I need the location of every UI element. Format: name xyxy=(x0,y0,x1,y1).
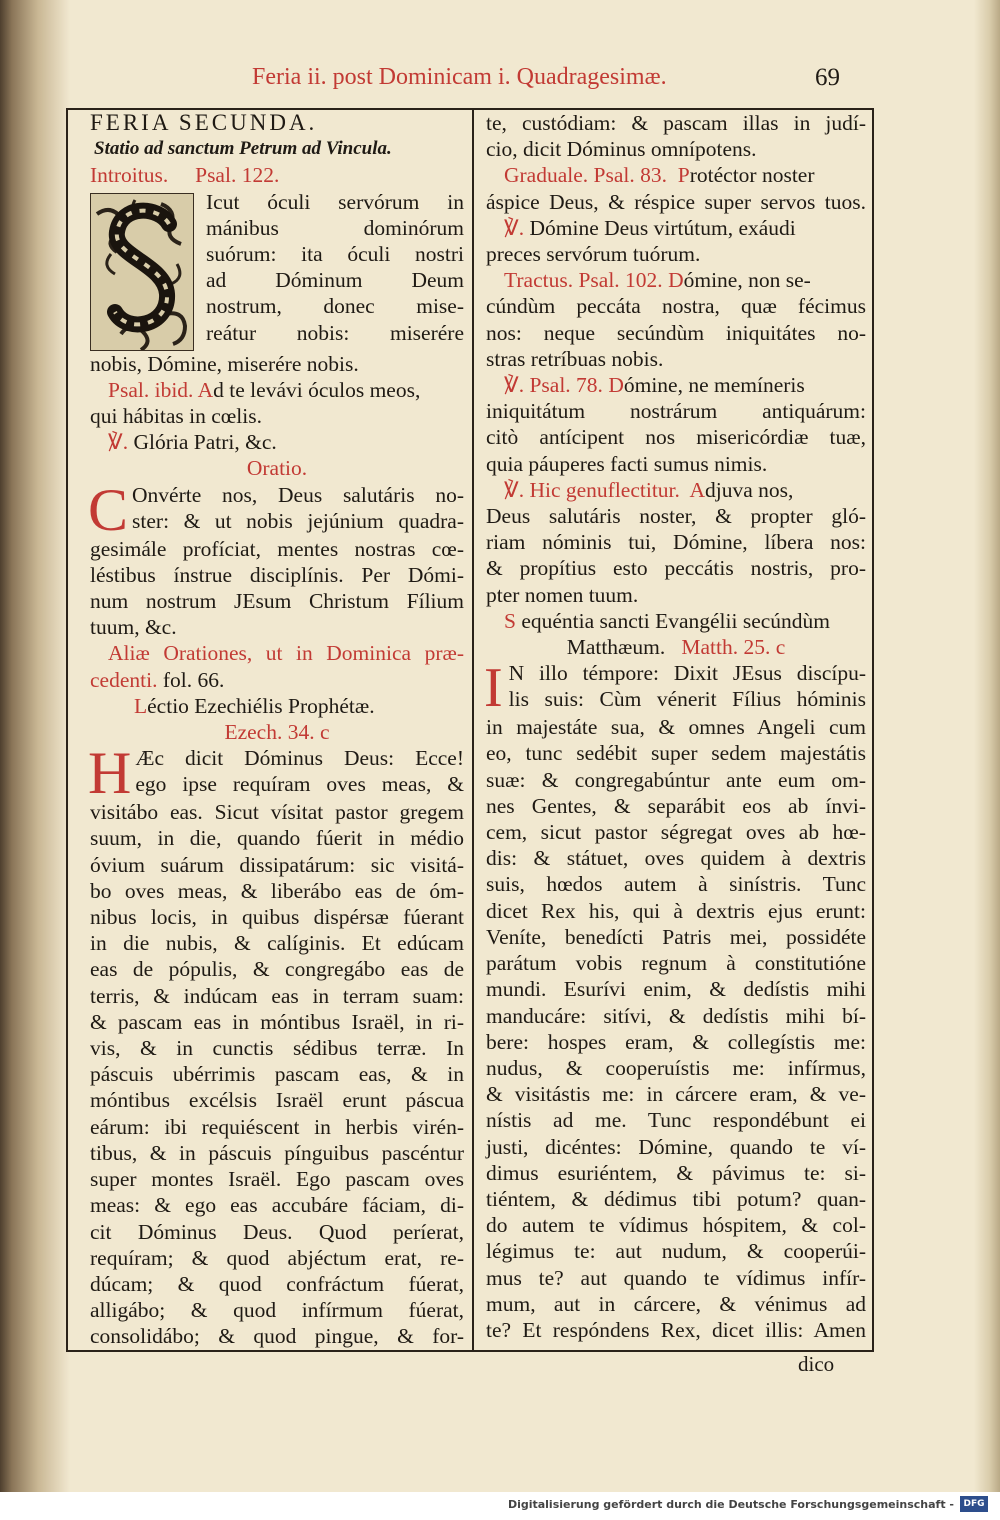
right-column xyxy=(486,110,866,1343)
oratio-initial: C xyxy=(88,476,129,543)
genu-line: pter nomen tuum. xyxy=(486,582,639,607)
introit-line: reátur nobis: miserére xyxy=(206,320,464,345)
sequentia-initial: S xyxy=(504,608,516,633)
lesson-line: tibus, & in páscuis pínguibus pascéntur xyxy=(90,1140,464,1165)
sequentia-text: equéntia sancti Evangélii secúndùm xyxy=(521,608,831,633)
genu-line: Deus salutáris noster, & propter gló- xyxy=(486,504,866,529)
gospel-line: in majestáte sua, & omnes Angeli cum xyxy=(486,715,866,740)
gospel-line: justi, dicéntes: Dómine, quando te ví- xyxy=(486,1134,866,1159)
gospel-line: Veníte, benedícti Patris mei, possidéte xyxy=(486,924,866,949)
oratio-heading: Oratio. xyxy=(246,456,308,481)
lesson-line: & pascam eas in móntibus Israël, in ri- xyxy=(90,1009,464,1034)
gospel-line: mus te? aut quando te vídimus infír- xyxy=(486,1265,866,1290)
lesson-line: móntibus excélsis Israël erunt páscua xyxy=(90,1088,464,1113)
lectio-text: éctio Ezechiélis Prophétæ. xyxy=(147,693,375,718)
oratio-line: num nostrum JEsum Christum Fílium xyxy=(90,589,464,614)
lesson-line: bo oves meas, & liberábo eas de óm- xyxy=(90,878,464,903)
v78-initial: D xyxy=(608,373,624,398)
graduale-versicle-line: preces servórum tuórum. xyxy=(486,242,701,267)
graduale-line: áspice Deus, & réspice super servos tuos. xyxy=(486,189,866,214)
lesson-line: in die nubis, & calíginis. Et edúcam xyxy=(90,931,464,956)
graduale-label: Graduale. Psal. 83. xyxy=(504,163,668,188)
sequentia-ref: Matth. 25. c xyxy=(681,635,786,660)
digitization-credit: Digitalisierung gefördert durch die Deutsche Forschungsgemeinschaft - xyxy=(507,1498,954,1511)
v78-label: ℣. Psal. 78. xyxy=(504,373,603,398)
gospel-line: eo, tunc sedébit super sedem majestátis xyxy=(486,741,866,766)
lesson-line: terris, & indúcam eas in terram suam: xyxy=(90,983,464,1008)
versicle-symbol: ℣. xyxy=(108,430,129,455)
introit-line: ad Dóminum Deum xyxy=(206,268,464,293)
lectio-heading xyxy=(90,693,464,719)
gospel-line: nes Gentes, & separábit eos ab ínvi- xyxy=(486,793,866,818)
introit-line: nostrum, donec mise- xyxy=(206,294,464,319)
lesson-line: visitábo eas. Sicut vísitat pastor gregem xyxy=(90,800,464,825)
tractus-initial: D xyxy=(668,268,684,293)
aliae-orationes: Aliæ Orationes, ut in Dominica præ- xyxy=(108,641,464,666)
v78-line: quia páuperes facti sumus nimis. xyxy=(486,451,768,476)
graduale-versicle-text: Dómine Deus virtútum, exáudi xyxy=(529,215,796,240)
lesson-line: páscuis ubérrimis pascam eas, & in xyxy=(90,1062,464,1087)
lesson-line: requíram; & quod abjéctum erat, re- xyxy=(90,1245,464,1270)
versicle-psal-78 xyxy=(486,372,866,398)
oratio-line: léstibus ínstrue disciplínis. Per Dómi- xyxy=(90,562,464,587)
lectio-initial: L xyxy=(134,693,148,718)
introit-line: nobis, Dómine, miserére nobis. xyxy=(90,351,359,376)
gutter-shadow xyxy=(0,0,70,1492)
tractus-line: nos: neque secúndùm iniquitátes no- xyxy=(486,320,866,345)
v78-text: ómine, ne memíneris xyxy=(623,373,805,398)
lesson-initial: H xyxy=(88,740,132,807)
graduale-versicle xyxy=(486,215,866,241)
continuation-line: cio, dicit Dóminus omnípotens. xyxy=(486,137,757,162)
dfg-logo-icon: DFG xyxy=(960,1496,988,1512)
oratio-line: ster: & ut nobis jejúnium quadra- xyxy=(132,508,464,533)
footer-bar xyxy=(0,1492,1000,1520)
psalm-label: Psal. ibid. xyxy=(108,377,194,402)
page-header xyxy=(0,64,1000,100)
genu-line: riam nóminis tui, Dómine, líbera nos: xyxy=(486,530,866,555)
lesson-line: Æc dicit Dóminus Deus: Ecce! xyxy=(135,746,464,771)
gospel-line: & visitástis me: in cárcere eram, & ve- xyxy=(486,1082,866,1107)
gospel-line: cem, sicut pastor ségregat oves ab hœ- xyxy=(486,820,866,845)
genu-line: & propítius esto peccátis nostris, pro- xyxy=(486,556,866,581)
introit-line: mánibus dominórum xyxy=(206,215,464,240)
versicle-symbol: ℣. xyxy=(504,215,525,240)
continuation-line: te, custódiam: & pascam illas in judí- xyxy=(486,111,866,135)
page-number: 69 xyxy=(815,64,840,91)
oratio-line: Onvérte nos, Deus salutáris no- xyxy=(132,482,464,507)
psalm-text: d te levávi óculos meos, xyxy=(213,377,421,402)
gospel-line: dicet Rex his, qui à dextris ejus erunt: xyxy=(486,898,866,923)
gospel-line: mundi. Esurívi enim, & dedístis mihi xyxy=(486,977,866,1002)
graduale-heading xyxy=(486,162,866,188)
genu-text: djuva nos, xyxy=(705,477,794,502)
tractus-text: ómine, non se- xyxy=(683,268,811,293)
sequentia-matthaeum: Matthæum. xyxy=(566,635,666,660)
lesson-line: eárum: ibi requiéscent in herbis virén- xyxy=(90,1114,464,1139)
graduale-initial: P xyxy=(677,163,690,188)
aliae-fol: fol. 66. xyxy=(162,667,225,692)
running-head: Feria ii. post Dominicam i. Quadragesimæ. xyxy=(252,64,667,90)
lesson-line: dúcam; & quod confráctum fúerat, xyxy=(90,1271,464,1296)
gospel-line: lis suis: Cùm vénerit Fílius hóminis xyxy=(508,687,866,712)
introitus-ref: Psal. 122. xyxy=(195,163,280,188)
sequentia-line xyxy=(486,634,866,660)
sequentia-heading xyxy=(486,608,866,634)
lesson-line: vis, & in cunctis sédibus terræ. In xyxy=(90,1036,464,1061)
gospel-initial: I xyxy=(484,657,503,720)
gospel-line: tiéntem, & dédimus tibi potum? quan- xyxy=(486,1186,866,1211)
lesson-line: óvium suárum dissipatárum: sic visitá- xyxy=(90,852,464,877)
aliae-cedenti: cedenti. xyxy=(90,667,158,692)
feria-title: FERIA SECUNDA. xyxy=(90,110,318,135)
lesson-line: ego ipse requíram oves meas, & xyxy=(135,772,464,797)
genu-label: ℣. Hic genuflectitur. xyxy=(504,477,680,502)
lesson-line: suum, in die, quando fúerit in médio xyxy=(90,826,464,851)
psalm-verse xyxy=(90,377,464,403)
left-column xyxy=(90,110,464,1350)
gospel-line: bere: hospes eram, & collegístis me: xyxy=(486,1029,866,1054)
tractus-line: cúndùm peccáta nostra, quæ fécimus xyxy=(486,294,866,319)
gospel-line: suis, hœdos autem à sinístris. Tunc xyxy=(486,872,866,897)
tractus-line: stras retríbuas nobis. xyxy=(486,346,664,371)
gospel-line: suæ: & congregabúntur ante eum om- xyxy=(486,767,866,792)
lectio-ref: Ezech. 34. c xyxy=(224,720,330,745)
gospel-line: mum, aut in cárcere, & vénimus ad xyxy=(486,1291,866,1316)
introit-line: suórum: ita óculi nostri xyxy=(206,242,464,267)
oratio-line: gesimále profíciat, mentes nostras cœ- xyxy=(90,536,464,561)
gloria-line xyxy=(90,429,464,455)
gloria-text: Glória Patri, &c. xyxy=(133,430,277,455)
v78-line: iniquitátum nostrárum antiquárum: xyxy=(486,399,866,424)
tractus-label: Tractus. Psal. 102. xyxy=(504,268,663,293)
page-edge xyxy=(974,0,1000,1492)
lesson-line: consolidábo; & quod pingue, & for- xyxy=(90,1324,464,1349)
tractus-heading xyxy=(486,267,866,293)
statio-line: Statio ad sanctum Petrum ad Vincula. xyxy=(94,138,392,160)
gospel-line: parátum vobis regnum à constitutióne xyxy=(486,951,866,976)
introitus-label: Introitus. xyxy=(90,163,169,188)
gospel-line: nístis ad me. Tunc respondébunt ei xyxy=(486,1108,866,1133)
gospel-line: manducáre: sitívi, & dedístis mihi bí- xyxy=(486,1003,866,1028)
gospel-line: N illo témpore: Dixit JEsus discípu- xyxy=(508,661,866,686)
column-rule xyxy=(472,108,474,1352)
psalm-line: qui hábitas in cœlis. xyxy=(90,404,262,429)
lesson-line: super montes Israël. Ego pascam oves xyxy=(90,1167,464,1192)
gospel-line: dis: & státuet, oves quidem à dextris xyxy=(486,846,866,871)
introit-line: Icut óculi servórum in xyxy=(206,189,464,214)
lesson-line: meas: & ego eas accubáre fáciam, di- xyxy=(90,1193,464,1218)
aliae-orationes-cont xyxy=(90,667,464,693)
oratio-line: tuum, &c. xyxy=(90,615,177,640)
v78-line: citò antícipent nos misericórdiæ tuæ, xyxy=(486,425,866,450)
lesson-line: eas de pópulis, & congregábo eas de xyxy=(90,957,464,982)
lesson-line: cit Dóminus Deus. Quod períerat, xyxy=(90,1219,464,1244)
lesson-line: nibus locis, in quibus dispérsæ fúerant xyxy=(90,905,464,930)
ornamental-initial-S-icon xyxy=(90,193,194,351)
gospel-line: nudus, & cooperuístis me: infírmus, xyxy=(486,1055,866,1080)
gospel-line: do autem te vídimus hóspitem, & col- xyxy=(486,1213,866,1238)
genu-initial: A xyxy=(689,477,706,502)
gospel-line: dimus esuriéntem, & pávimus te: si- xyxy=(486,1160,866,1185)
psalm-initial: A xyxy=(197,377,214,402)
genuflectitur-heading xyxy=(486,477,866,503)
graduale-text: rotéctor noster xyxy=(689,163,815,188)
catchword: dico xyxy=(798,1352,835,1376)
gospel-line: légimus te: aut nudum, & cooperúi- xyxy=(486,1239,866,1264)
introitus-heading xyxy=(90,162,464,188)
gospel-line: te? Et respóndens Rex, dicet illis: Amen xyxy=(486,1317,866,1342)
lesson-line: alligábo; & quod infírmum fúerat, xyxy=(90,1298,464,1323)
